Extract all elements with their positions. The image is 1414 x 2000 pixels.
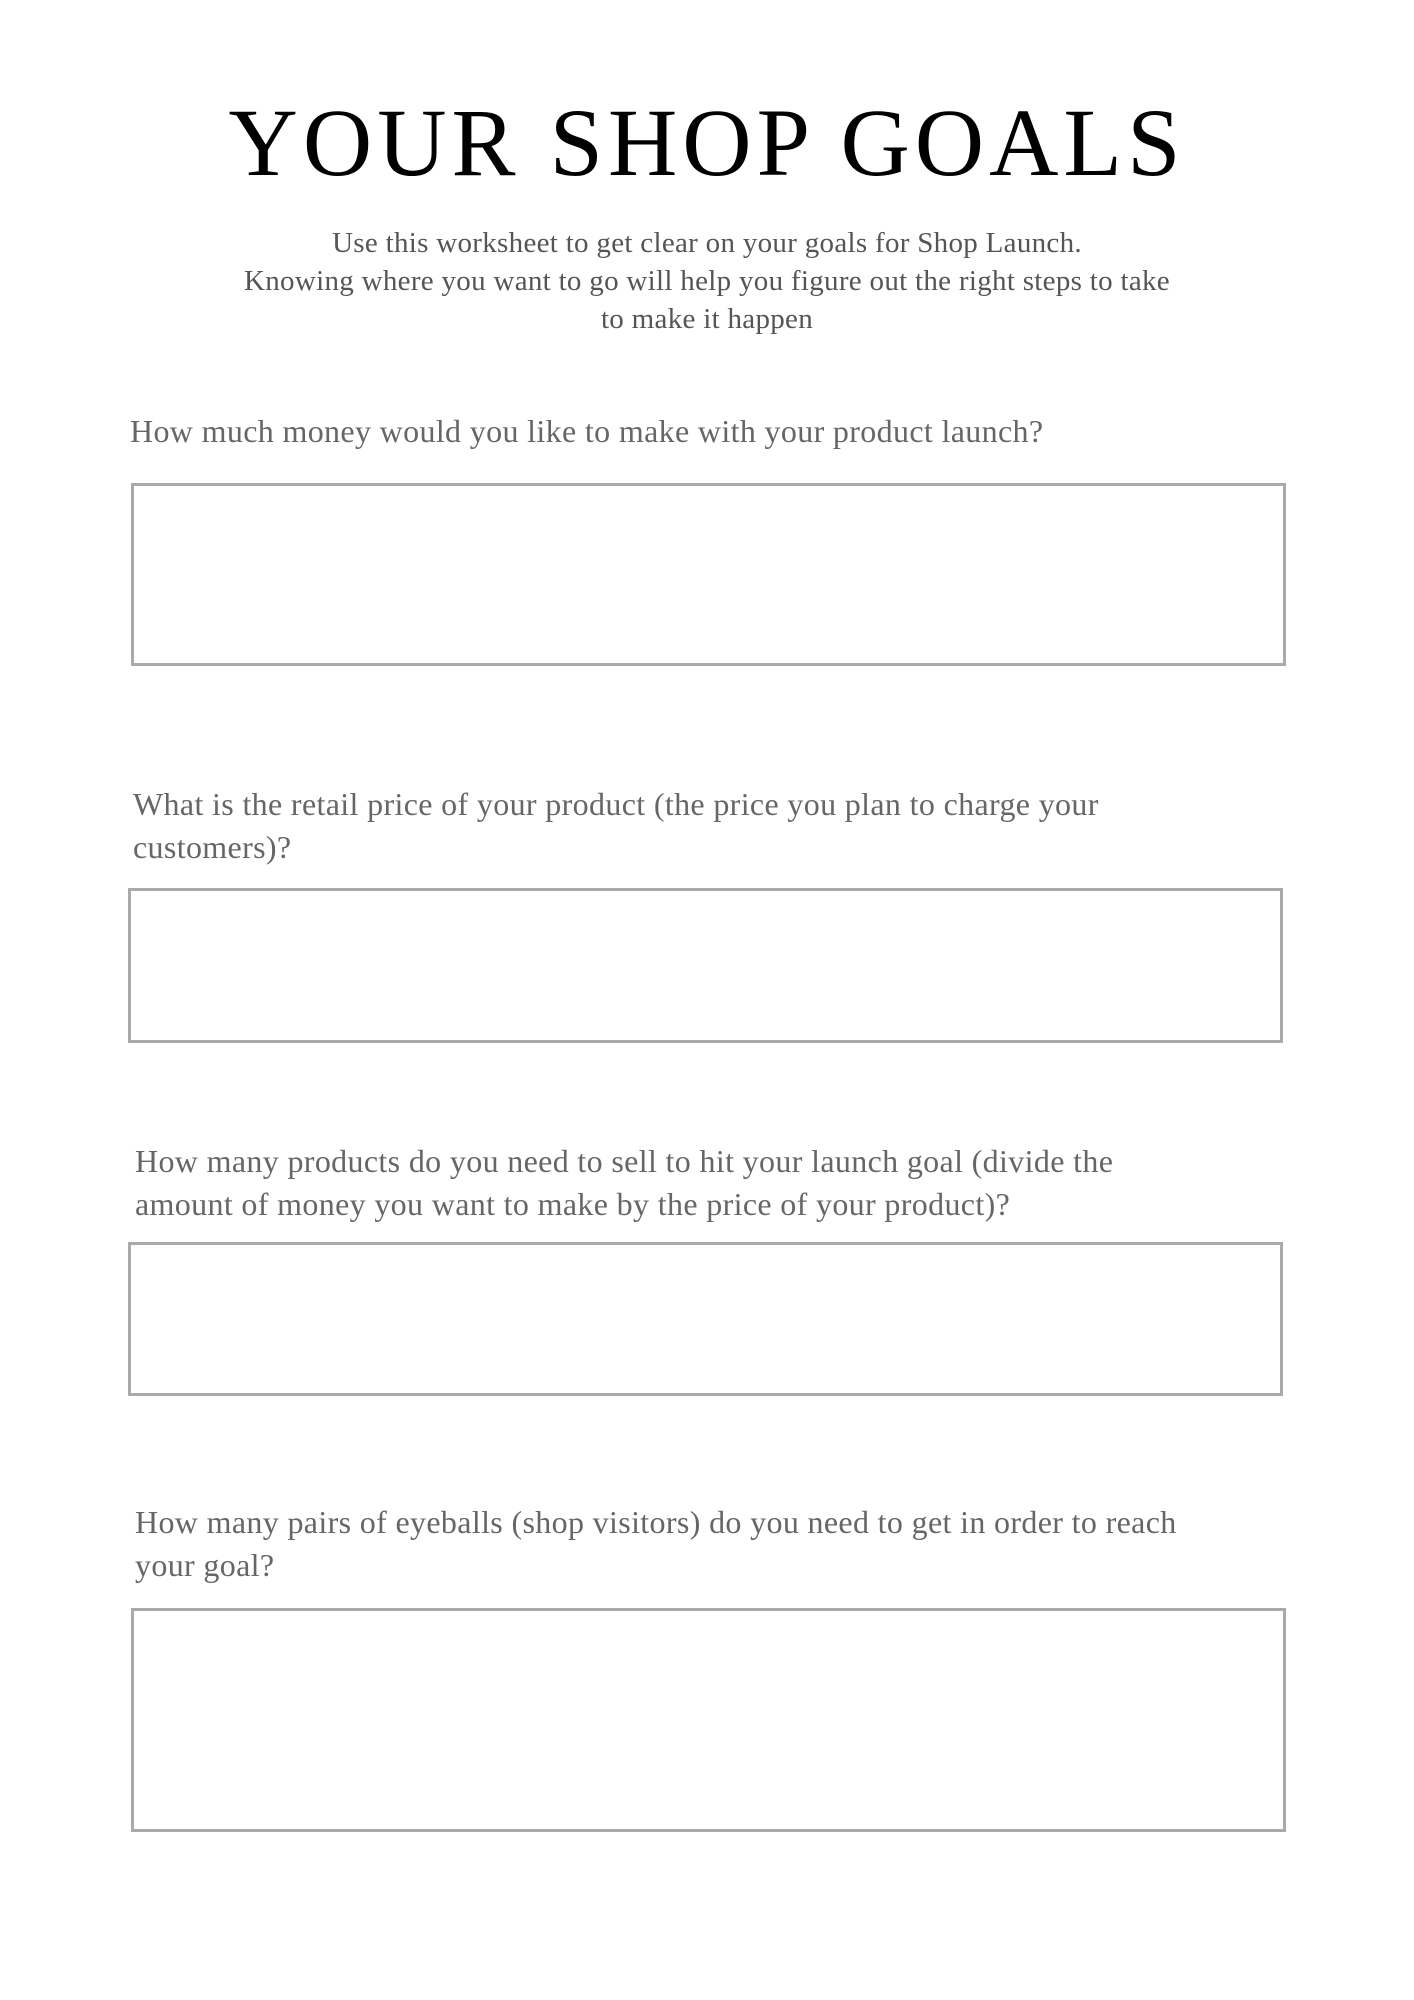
question-line: How much money would you like to make with your product launch? bbox=[130, 413, 1044, 449]
question-line: customers)? bbox=[133, 829, 292, 865]
answer-box-units-to-sell[interactable] bbox=[128, 1242, 1283, 1396]
question-retail-price bbox=[133, 783, 1099, 869]
page-title: YOUR SHOP GOALS bbox=[228, 89, 1186, 196]
question-shop-visitors bbox=[135, 1501, 1177, 1587]
intro-line-3: to make it happen bbox=[600, 303, 814, 335]
question-money-goal bbox=[130, 410, 1043, 453]
question-line: What is the retail price of your product (the price you plan to charge your bbox=[133, 786, 1099, 822]
question-line: How many products do you need to sell to hit your launch goal (divide the bbox=[135, 1143, 1114, 1179]
answer-box-retail-price[interactable] bbox=[128, 888, 1283, 1043]
answer-box-shop-visitors[interactable] bbox=[131, 1608, 1286, 1832]
question-units-to-sell bbox=[135, 1140, 1113, 1226]
answer-box-money-goal[interactable] bbox=[131, 483, 1286, 666]
intro-line-2: Knowing where you want to go will help you figure out the right steps to take bbox=[244, 265, 1170, 297]
question-line: amount of money you want to make by the price of your product)? bbox=[135, 1186, 1011, 1222]
question-line: How many pairs of eyeballs (shop visitors) do you need to get in order to reach bbox=[135, 1504, 1177, 1540]
question-line: your goal? bbox=[135, 1547, 275, 1583]
intro-text bbox=[0, 224, 1414, 338]
intro-line-1: Use this worksheet to get clear on your goals for Shop Launch. bbox=[332, 227, 1082, 259]
